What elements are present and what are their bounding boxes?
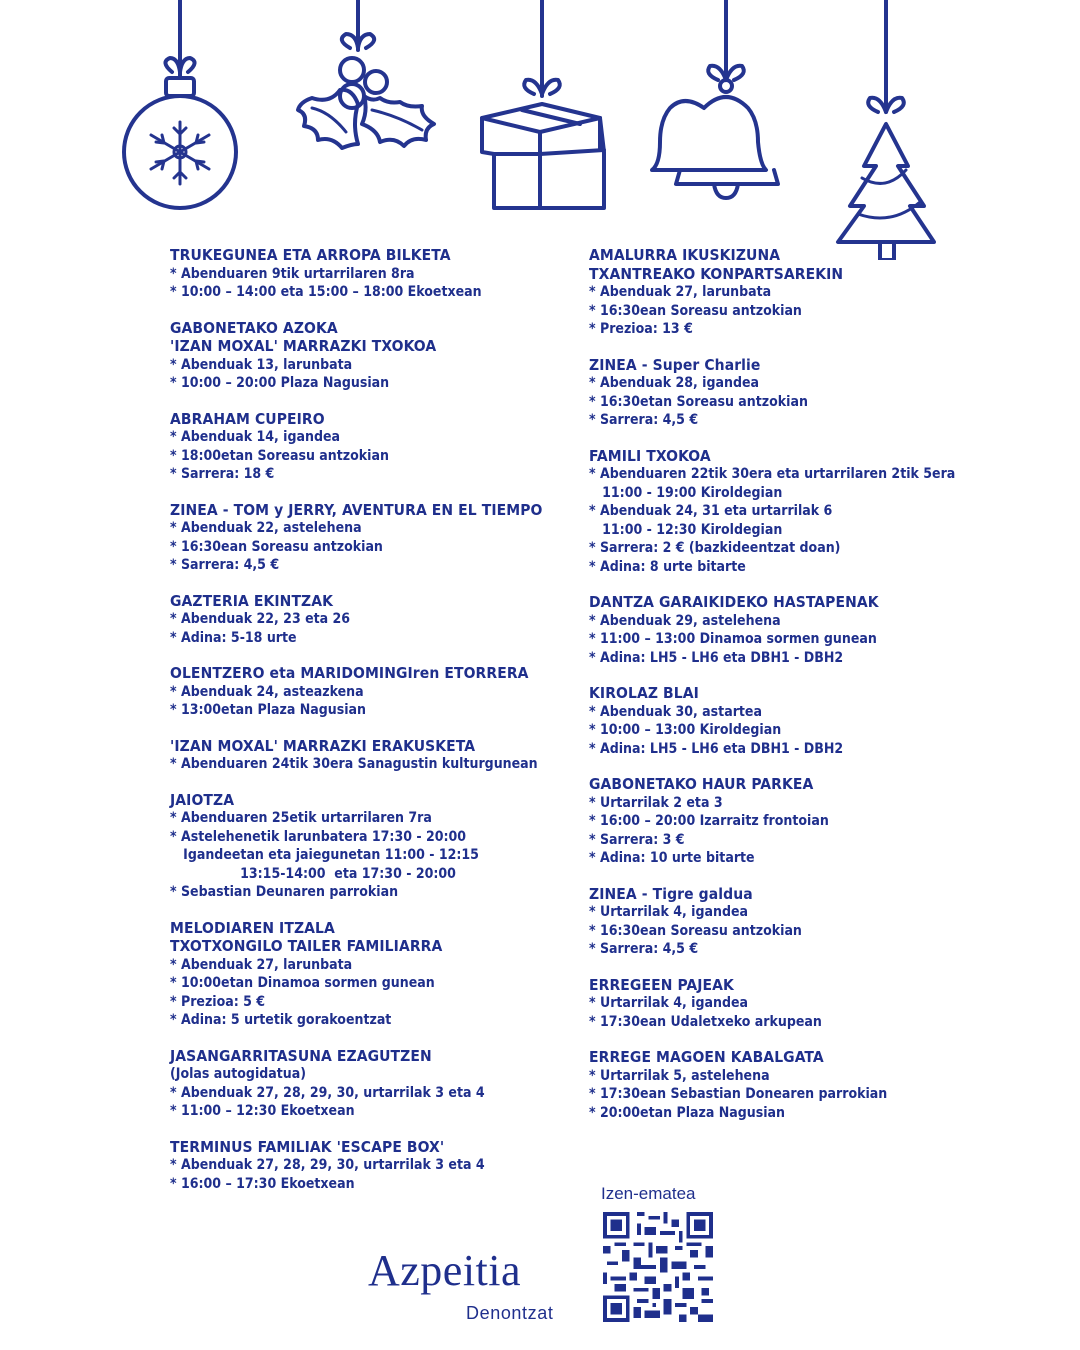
event-line: * Sarrera: 4,5 € xyxy=(589,412,699,428)
registration-label: Izen-ematea xyxy=(601,1184,696,1203)
event-line: * Adina: LH5 - LH6 eta DBH1 - DBH2 xyxy=(589,649,844,666)
event-title: GABONETAKO AZOKA xyxy=(170,318,338,337)
event-line: * 17:30ean Sebastian Donearen parrokian xyxy=(589,1086,888,1102)
event-title: TRUKEGUNEA ETA ARROPA BILKETA xyxy=(170,246,451,264)
event-title: TERMINUS FAMILIAK 'ESCAPE BOX' xyxy=(170,1137,445,1156)
event-subtitle: TXANTREAKO KONPARTSAREKIN xyxy=(589,264,844,283)
event-block xyxy=(170,664,580,720)
event-line: * Abenduak 30, astartea xyxy=(589,703,762,720)
event-line: * Abenduak 28, igandea xyxy=(589,375,760,391)
event-line: * Abenduaren 24tik 30era Sanagustin kulturgunean xyxy=(170,756,538,772)
event-block xyxy=(170,319,580,393)
event-line: * Abenduak 13, larunbata xyxy=(170,356,353,373)
event-title: DANTZA GARAIKIDEKO HASTAPENAK xyxy=(589,593,879,611)
event-title: ERREGE MAGOEN KABALGATA xyxy=(589,1048,824,1066)
event-block xyxy=(170,246,580,302)
event-title: KIROLAZ BLAI xyxy=(589,684,699,702)
event-line: * Adina: LH5 - LH6 eta DBH1 - DBH2 xyxy=(589,740,844,757)
event-block xyxy=(589,246,1059,339)
event-line: * Urtarrilak 2 eta 3 xyxy=(589,794,723,811)
event-line: * Sebastian Deunaren parrokian xyxy=(170,884,399,900)
gift-icon xyxy=(482,0,604,208)
event-line: * Sarrera: 2 € (bazkideentzat doan) xyxy=(589,540,841,556)
event-line: 11:00 - 19:00 Kiroldegian xyxy=(589,484,783,501)
event-title: ZINEA - Super Charlie xyxy=(589,355,761,374)
azpeitia-logo: Azpeitia xyxy=(368,1246,522,1295)
event-block xyxy=(589,1048,1059,1122)
event-line: * 11:00 – 13:00 Dinamoa sormen gunean xyxy=(589,631,877,647)
event-block xyxy=(589,775,1059,868)
event-line: * Urtarrilak 4, igandea xyxy=(589,904,749,920)
event-line: * Astelehenetik larunbatera 17:30 - 20:00 xyxy=(170,828,467,845)
event-block xyxy=(589,356,1059,430)
event-block xyxy=(589,447,1059,577)
events-right-column xyxy=(589,246,1059,1139)
event-line: * Sarrera: 3 € xyxy=(589,831,685,848)
event-title: ZINEA - Tigre galdua xyxy=(589,884,753,903)
event-line: Igandeetan eta jaiegunetan 11:00 - 12:15 xyxy=(170,847,479,863)
event-block xyxy=(170,919,580,1030)
bell-icon xyxy=(652,0,778,198)
event-line: * Adina: 8 urte bitarte xyxy=(589,558,746,575)
event-block xyxy=(170,592,580,648)
event-line: * Prezioa: 5 € xyxy=(170,993,266,1010)
event-line: * 11:00 – 12:30 Ekoetxean xyxy=(170,1103,355,1119)
event-line: * 16:00 – 17:30 Ekoetxean xyxy=(170,1175,355,1192)
event-block xyxy=(589,976,1059,1032)
event-line: * Abenduak 24, 31 eta urtarrilak 6 xyxy=(589,503,833,519)
event-line: * Sarrera: 4,5 € xyxy=(589,941,699,957)
event-line: * Abenduak 22, astelehena xyxy=(170,520,362,536)
event-line: * 10:00 – 13:00 Kiroldegian xyxy=(589,722,782,738)
event-subtitle: TXOTXONGILO TAILER FAMILIARRA xyxy=(170,937,443,955)
event-line: * 16:30ean Soreasu antzokian xyxy=(589,302,802,319)
event-line: * Abenduak 27, 28, 29, 30, urtarrilak 3 eta 4 xyxy=(170,1084,485,1101)
event-line: * Abenduak 27, 28, 29, 30, urtarrilak 3 eta 4 xyxy=(170,1157,485,1173)
event-line: * Abenduak 29, astelehena xyxy=(589,612,781,629)
event-title: JASANGARRITASUNA EZAGUTZEN xyxy=(170,1046,432,1065)
event-line: * Urtarrilak 5, astelehena xyxy=(589,1067,770,1084)
event-line: * Adina: 5 urtetik gorakoentzat xyxy=(170,1012,392,1028)
event-block xyxy=(589,684,1059,758)
event-title: ZINEA - TOM y JERRY, AVENTURA EN EL TIEMPO xyxy=(170,500,543,519)
event-block xyxy=(589,593,1059,667)
event-title: GABONETAKO HAUR PARKEA xyxy=(589,775,814,793)
event-line: * 16:30ean Soreasu antzokian xyxy=(170,538,383,555)
event-line: * Abenduak 14, igandea xyxy=(170,429,341,445)
event-block xyxy=(170,410,580,484)
event-line: * Adina: 5-18 urte xyxy=(170,629,297,646)
event-line: * Abenduaren 9tik urtarrilaren 8ra xyxy=(170,265,415,282)
event-line: * 16:30etan Soreasu antzokian xyxy=(589,393,808,410)
event-line: * Abenduaren 25etik urtarrilaren 7ra xyxy=(170,810,432,826)
event-line: * Urtarrilak 4, igandea xyxy=(589,995,749,1011)
event-line: * Abenduak 24, asteazkena xyxy=(170,683,364,700)
event-block xyxy=(170,1138,580,1194)
event-title: OLENTZERO eta MARIDOMINGIren ETORRERA xyxy=(170,664,529,682)
event-block xyxy=(170,501,580,575)
registration-qr-code[interactable] xyxy=(603,1212,713,1322)
event-block xyxy=(170,1047,580,1121)
azpeitia-tagline: Denontzat xyxy=(466,1303,554,1323)
event-block xyxy=(170,791,580,902)
event-title: ERREGEEN PAJEAK xyxy=(589,975,734,994)
bauble-icon xyxy=(124,0,236,208)
event-line: * Sarrera: 4,5 € xyxy=(170,557,280,573)
holly-icon xyxy=(298,0,434,148)
event-title: MELODIAREN ITZALA xyxy=(170,918,335,937)
event-block xyxy=(589,885,1059,959)
event-line: 11:00 - 12:30 Kiroldegian xyxy=(589,521,783,538)
event-line: * Abenduak 27, larunbata xyxy=(170,956,353,973)
event-title: FAMILI TXOKOA xyxy=(589,446,711,465)
event-line: (Jolas autogidatua) xyxy=(170,1066,307,1082)
event-title: GAZTERIA EKINTZAK xyxy=(170,591,334,610)
event-line: * 18:00etan Soreasu antzokian xyxy=(170,447,389,464)
event-line: * 16:00 – 20:00 Izarraitz frontoian xyxy=(589,813,829,829)
event-line: * 10:00etan Dinamoa sormen gunean xyxy=(170,975,435,991)
event-subtitle: 'IZAN MOXAL' MARRAZKI TXOKOA xyxy=(170,337,437,355)
event-line: * 13:00etan Plaza Nagusian xyxy=(170,702,367,718)
event-line: 13:15-14:00 eta 17:30 - 20:00 xyxy=(170,865,456,882)
event-line: * 10:00 – 20:00 Plaza Nagusian xyxy=(170,375,390,391)
tree-icon xyxy=(838,0,934,260)
event-line: * Abenduaren 22tik 30era eta urtarrilaren 2tik 5era xyxy=(589,466,956,482)
event-line: * 17:30ean Udaletxeko arkupean xyxy=(589,1013,822,1030)
event-line: * Abenduak 27, larunbata xyxy=(589,284,772,300)
event-line: * Adina: 10 urte bitarte xyxy=(589,850,755,866)
event-line: * Sarrera: 18 € xyxy=(170,466,275,482)
events-left-column xyxy=(170,246,580,1210)
event-title: ABRAHAM CUPEIRO xyxy=(170,409,325,428)
event-line: * 16:30ean Soreasu antzokian xyxy=(589,922,802,939)
event-line: * Abenduak 22, 23 eta 26 xyxy=(170,611,351,627)
event-line: * 10:00 – 14:00 eta 15:00 – 18:00 Ekoetxean xyxy=(170,284,482,300)
event-title: AMALURRA IKUSKIZUNA xyxy=(589,246,781,264)
event-block xyxy=(170,737,580,774)
event-title: JAIOTZA xyxy=(170,790,235,809)
event-line: * 20:00etan Plaza Nagusian xyxy=(589,1104,786,1121)
event-title: 'IZAN MOXAL' MARRAZKI ERAKUSKETA xyxy=(170,736,476,755)
hanging-ornaments xyxy=(0,0,1080,260)
event-line: * Prezioa: 13 € xyxy=(589,321,693,337)
